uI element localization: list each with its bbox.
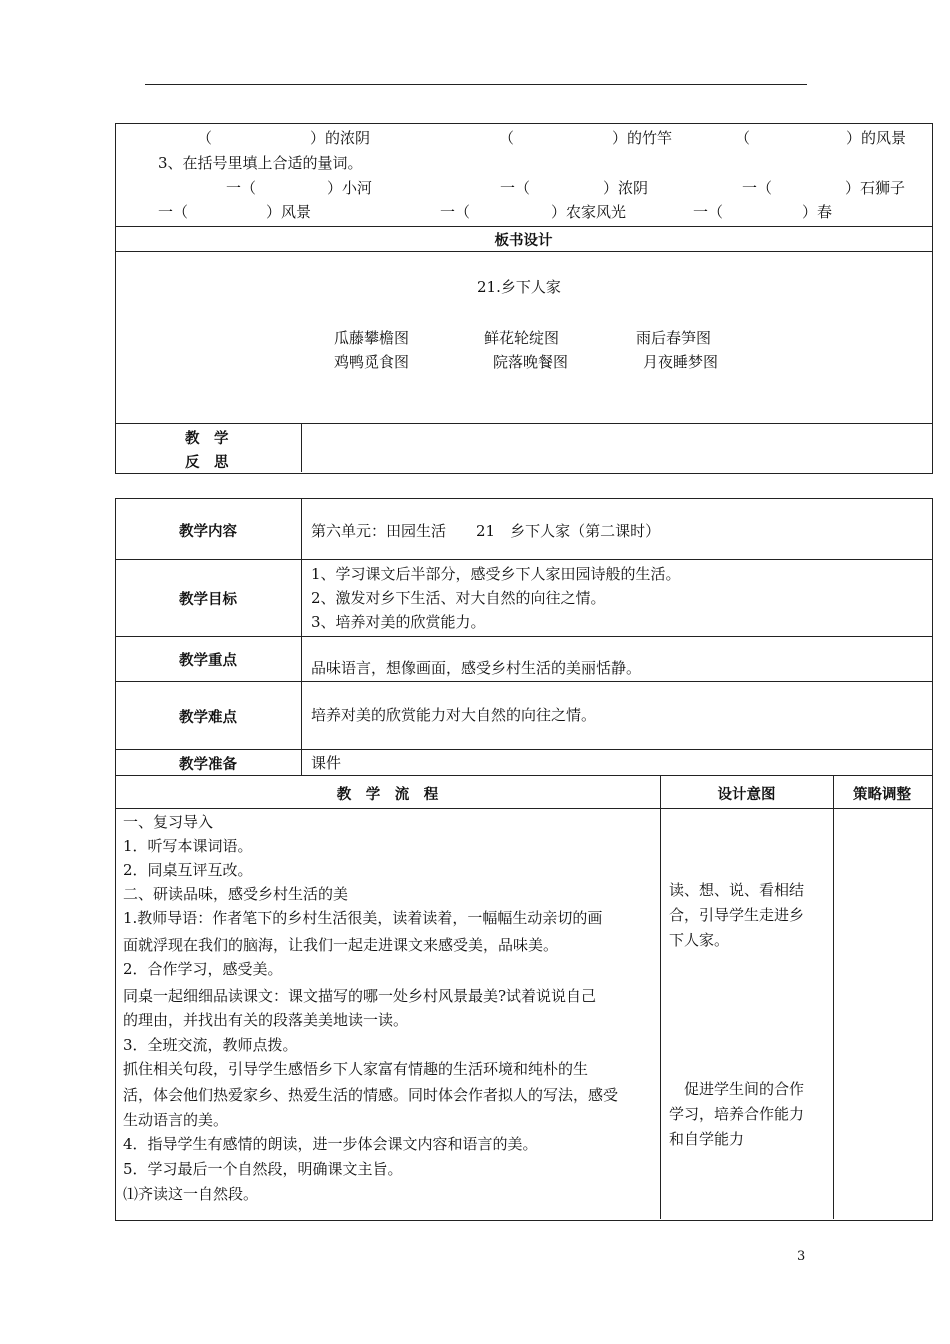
- board-design-header: 板书设计: [494, 233, 553, 249]
- divider: [833, 775, 834, 1219]
- fill-item: ）小河: [327, 179, 373, 197]
- fill-item: ）浓阴: [603, 179, 649, 197]
- blank-open: （: [735, 129, 751, 147]
- goal-item: 2、激发对乡下生活、对大自然的向往之情。: [311, 589, 606, 607]
- intent-line: 和自学能力: [669, 1130, 745, 1148]
- page-number: 3: [797, 1249, 806, 1264]
- prep-label: 教学准备: [179, 757, 237, 773]
- fill-item: ）石狮子: [845, 179, 906, 197]
- flow-line: 二、研读品味，感受乡村生活的美: [123, 885, 349, 903]
- board-item: 鸡鸭觅食图: [334, 353, 410, 371]
- divider: [115, 808, 932, 809]
- divider: [115, 681, 932, 682]
- blank-open: 一（: [440, 203, 471, 221]
- blank-open: （: [197, 129, 213, 147]
- fill-item: ）的竹竿: [612, 129, 673, 147]
- flow-line: 活，体会他们热爱家乡、热爱生活的情感。同时体会作者拟人的写法，感受: [123, 1086, 619, 1104]
- intent-line: 下人家。: [669, 931, 730, 949]
- flow-line: 抓住相关句段，引导学生感悟乡下人家富有情趣的生活环境和纯朴的生: [123, 1060, 589, 1078]
- goal-item: 1、学习课文后半部分，感受乡下人家田园诗般的生活。: [311, 565, 681, 583]
- key-value: 品味语言，想像画面，感受乡村生活的美丽恬静。: [311, 659, 642, 677]
- flow-header: 教 学 流 程: [336, 787, 439, 803]
- intent-line: 合，引导学生走进乡: [669, 906, 805, 924]
- flow-line: 2．合作学习，感受美。: [123, 960, 283, 978]
- blank-open: （: [499, 129, 515, 147]
- board-item: 雨后春笋图: [636, 329, 712, 347]
- divider: [301, 423, 302, 472]
- divider: [115, 423, 932, 424]
- divider: [115, 559, 932, 560]
- difficulty-label: 教学难点: [179, 710, 237, 726]
- divider: [115, 749, 932, 750]
- board-title: 21.乡下人家: [477, 278, 561, 296]
- intent-line: 学习，培养合作能力: [669, 1105, 805, 1123]
- intent-header: 设计意图: [717, 787, 776, 803]
- board-item: 月夜睡梦图: [643, 353, 719, 371]
- goals-label: 教学目标: [179, 592, 237, 608]
- upper-table: [115, 123, 933, 474]
- goal-item: 3、培养对美的欣赏能力。: [311, 613, 486, 631]
- intent-line: 促进学生间的合作: [669, 1080, 805, 1098]
- question-3: 3、在括号里填上合适的量词。: [158, 154, 363, 172]
- divider: [115, 636, 932, 637]
- content-label: 教学内容: [179, 524, 237, 540]
- content-value: 第六单元：田园生活 21 乡下人家（第二课时）: [311, 522, 661, 540]
- divider: [115, 775, 932, 776]
- flow-line: 1．听写本课词语。: [123, 837, 253, 855]
- flow-line: ⑴齐读这一自然段。: [123, 1185, 259, 1203]
- blank-open: 一（: [693, 203, 724, 221]
- reflection-label: 反 思: [185, 455, 229, 471]
- reflection-label: 教 学: [185, 431, 229, 447]
- divider: [660, 775, 661, 1219]
- fill-item: ）春: [802, 203, 833, 221]
- flow-line: 5．学习最后一个自然段，明确课文主旨。: [123, 1160, 403, 1178]
- flow-line: 面就浮现在我们的脑海，让我们一起走进课文来感受美，品味美。: [123, 936, 559, 954]
- prep-value: 课件: [311, 754, 342, 772]
- blank-open: 一（: [158, 203, 189, 221]
- divider: [301, 498, 302, 775]
- intent-line: 读、想、说、看相结: [669, 881, 805, 899]
- flow-line: 一、复习导入: [123, 813, 214, 831]
- strategy-header: 策略调整: [853, 787, 911, 803]
- fill-item: ）的浓阴: [310, 129, 371, 147]
- header-rule: [145, 84, 807, 85]
- flow-line: 生动语言的美。: [123, 1111, 229, 1129]
- board-item: 院落晚餐图: [493, 353, 569, 371]
- flow-line: 2．同桌互评互改。: [123, 861, 253, 879]
- difficulty-value: 培养对美的欣赏能力对大自然的向往之情。: [311, 706, 597, 724]
- board-item: 鲜花轮绽图: [484, 329, 560, 347]
- blank-open: 一（: [226, 179, 257, 197]
- flow-line: 的理由，并找出有关的段落美美地读一读。: [123, 1011, 409, 1029]
- flow-line: 3．全班交流，教师点拨。: [123, 1036, 298, 1054]
- key-label: 教学重点: [179, 653, 237, 669]
- blank-open: 一（: [742, 179, 773, 197]
- fill-item: ）的风景: [846, 129, 907, 147]
- flow-line: 4．指导学生有感情的朗读，进一步体会课文内容和语言的美。: [123, 1135, 538, 1153]
- fill-item: ）农家风光: [551, 203, 627, 221]
- divider: [115, 226, 932, 227]
- flow-line: 1.教师导语：作者笔下的乡村生活很美，读着读着，一幅幅生动亲切的画: [123, 909, 603, 927]
- fill-item: ）风景: [266, 203, 312, 221]
- flow-line: 同桌一起细细品读课文：课文描写的哪一处乡村风景最美?试着说说自己: [123, 987, 597, 1005]
- blank-open: 一（: [500, 179, 531, 197]
- divider: [115, 251, 932, 252]
- board-item: 瓜藤攀檐图: [334, 329, 410, 347]
